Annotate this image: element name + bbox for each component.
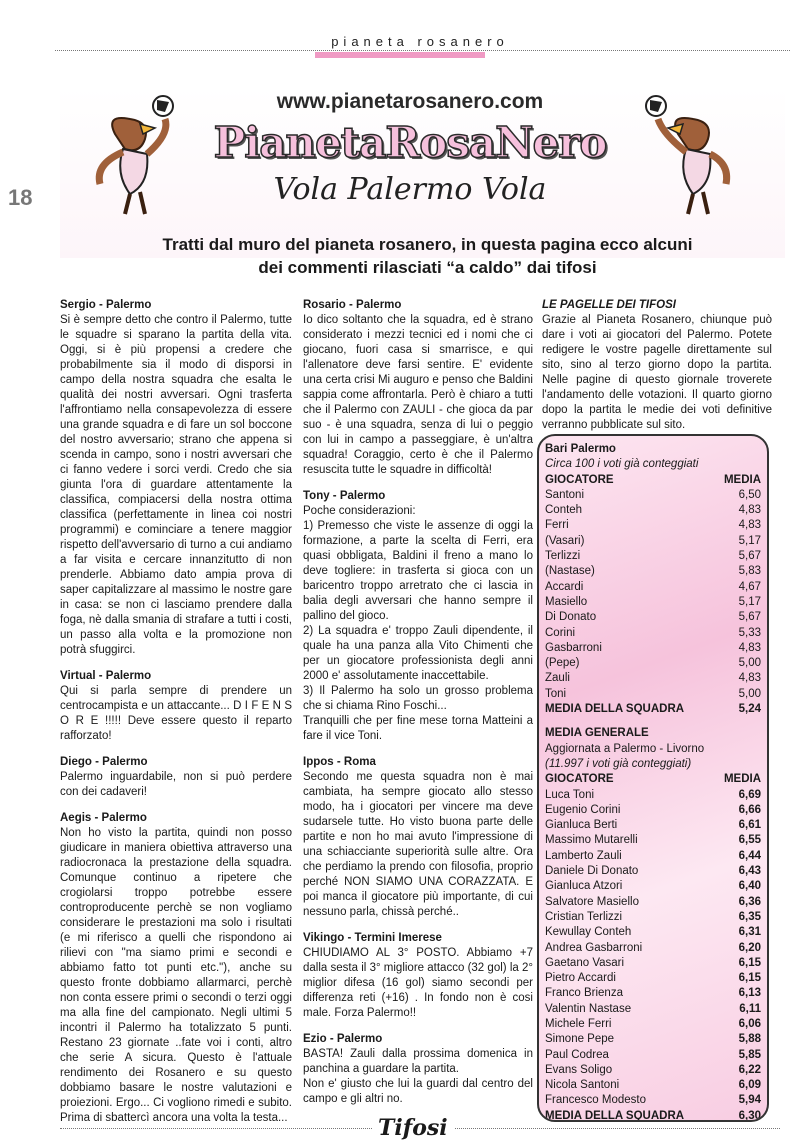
player-name: Luca Toni: [545, 788, 595, 801]
table-row: [545, 925, 761, 940]
comment-author: Tony - Palermo: [303, 490, 386, 502]
player-rating: 5,88: [738, 1033, 761, 1046]
player-name: Terlizzi: [545, 550, 581, 563]
comment-text: Io dico soltanto che la squadra, ed è strano considerato i mezzi tecnici ed i nomi che ci giocano, fuori casa si smarrisce, e qui l'allenatore deve farsi sentire. E' evidente una certa crisi Mi auguro e penso che Baldini sappia come affrontarla. Però è chiaro a tutti che il Palermo con ZAULI - che gioca da par suo - è una squadra, senza di lui o peggio con lui in campo a passeggiare, è un'altra squadra! Coraggio, certo è che il Palermo resuscita tutte le squadre in difficoltà!: [303, 314, 533, 476]
table-row: [545, 564, 761, 579]
section-title: pianeta rosanero: [331, 34, 509, 49]
match-subtitle: Circa 100 i voti già conteggiati: [545, 458, 699, 471]
player-name: Salvatore Masiello: [545, 895, 639, 908]
player-name: (Vasari): [545, 534, 585, 547]
player-name: Lamberto Zauli: [545, 849, 622, 862]
comment-text: Qui si parla sempre di prendere un centrocampista e un attaccante... D I F E N S O R E !!!!! Deve essere questo il reparto rafforzato!: [60, 685, 292, 742]
table-row: [545, 626, 761, 641]
player-name: Pietro Accardi: [545, 972, 616, 985]
comment-author: Aegis - Palermo: [60, 812, 147, 824]
player-rating: 6,44: [738, 849, 761, 862]
player-rating: 6,66: [738, 803, 761, 816]
player-rating: 5,17: [738, 595, 761, 608]
player-name: Daniele Di Donato: [545, 865, 639, 878]
player-rating: 5,00: [738, 687, 761, 700]
player-rating: 6,43: [738, 865, 761, 878]
player-name: (Nastase): [545, 565, 595, 578]
player-rating: 5,00: [738, 657, 761, 670]
total-value: 6,30: [738, 1109, 761, 1122]
player-name: Valentin Nastase: [545, 1002, 632, 1015]
comments-column-1: [60, 298, 292, 1137]
table-row: [545, 971, 761, 986]
player-rating: 6,22: [738, 1063, 761, 1076]
player-rating: 6,09: [738, 1079, 761, 1092]
player-name: Simone Pepe: [545, 1033, 615, 1046]
player-name: Evans Soligo: [545, 1063, 613, 1076]
player-name: Santoni: [545, 488, 585, 501]
slogan: Vola Palermo Vola: [273, 172, 547, 207]
player-rating: 5,17: [738, 534, 761, 547]
comment-author: Rosario - Palermo: [303, 299, 402, 311]
pagelle-text: Grazie al Pianeta Rosanero, chiunque può dare i voti ai giocatori del Palermo. Potete redigere le vostre pagelle direttamente sul sito, sino al terzo giorno dopo la partita. Nelle pagine di questo giornale troverete l'andamento delle votazioni. Il quarto giorno dopo la partita le medie dei voti definitive verranno pubblicate sul sito.: [542, 314, 772, 431]
player-rating: 6,15: [738, 972, 761, 985]
player-name: Kewullay Conteh: [545, 926, 632, 939]
comment-text: Si è sempre detto che contro il Palermo, tutte le squadre si sparano la partita della vita. Oggi, si è più propensi a credere che probabilmente sia il modo di disporsi in campo della nostra squadra che esalta le qualità dei nostri avversari. Ogni trasferta l'affrontiamo nella consapevolezza di essere una grande squadra e di fare un sol boccone del nostro avversario; strano che appena si scenda in campo, sono i nostri avversari che ci fanno vedere i sorci verdi. Credo che sia giunta l'ora di guardare attentamente la classifica, compiacersi della nostra ottima classifica (perfettamente in linea coi nostri programmi) e cominciare a tenere maggior rispetto dell'avversario di turno a cui andiamo a far visita e cercare innanzitutto di non prenderle. Abbiamo dato ampia prova di saper capitalizzare al massimo le nostre gare in casa: se non ci lasciamo prendere dalla foga, nè dalla smania di strafare a tutti i costi, un passo alla volta e la promozione non potrà sfuggirci.: [60, 314, 292, 656]
website-url: www.pianetarosanero.com: [276, 90, 544, 113]
table-row: [545, 879, 761, 894]
table-row: [545, 833, 761, 848]
player-rating: 6,50: [738, 488, 761, 501]
total-value: 5,24: [738, 703, 761, 716]
player-name: Franco Brienza: [545, 987, 623, 1000]
eagle-mascot-icon: [85, 94, 185, 219]
table-row: [545, 1093, 761, 1108]
player-rating: 5,83: [738, 565, 761, 578]
table-row: [545, 671, 761, 686]
table-row: [545, 1048, 761, 1063]
player-rating: 4,83: [738, 641, 761, 654]
player-name: Eugenio Corini: [545, 803, 621, 816]
player-name: Gianluca Berti: [545, 819, 618, 832]
player-name: Accardi: [545, 580, 584, 593]
col-player: GIOCATORE: [545, 473, 614, 486]
table-row: [545, 641, 761, 656]
general-title: MEDIA GENERALE: [545, 727, 649, 740]
comment: [60, 755, 292, 800]
comment: [303, 755, 533, 920]
player-rating: 4,67: [738, 580, 761, 593]
eagle-mascot-icon: [638, 94, 738, 219]
comment: [303, 931, 533, 1021]
player-name: Gianluca Atzori: [545, 880, 623, 893]
player-name: Gaetano Vasari: [545, 956, 625, 969]
table-row: [545, 1032, 761, 1047]
col-avg: MEDIA: [723, 473, 761, 486]
player-name: Nicola Santoni: [545, 1079, 620, 1092]
total-label: MEDIA DELLA SQUADRA: [545, 703, 685, 716]
comment-text: CHIUDIAMO AL 3° POSTO. Abbiamo +7 dalla sesta il 3° migliore attacco (32 gol) la 2° miglior difesa (16 gol) siamo secondi per differenza reti (+16) . In fondo non è cosi male. Forza Palermo!!: [303, 947, 533, 1019]
comment-author: Ezio - Palermo: [303, 1033, 383, 1045]
comment-text: Non ho visto la partita, quindi non posso giudicare in maniera obiettiva attraverso una radiocronaca la prestazione della squadra. Comunque continuo a ripetere che crogiolarsi troppo potrebbe essere controproducente perchè se non vogliamo considerare le prestazioni ma solo i risultati (e mi riferisco a quelli che rispondono ai rilievi con "ma siamo primi e secondi e abbiamo fatto tot punti etc."), anche su questo fronte dobbiamo allarmarci, perchè non conta essere primi o secondi o terzi oggi ma alla fine del campionato. Negli ultimi 5 incontri il Palermo ha totalizzato 5 punti. Restano 23 giornate ..fate voi i conti, altro che serie A sicura. Questo è l'attuale rendimento dei Rosanero e su questo dobbiamo basare le nostre valutazioni e proiezioni. Ergo... Ci vogliono rimedi e subito. Prima di sbattercì ancora una volta la testa...: [60, 827, 292, 1124]
table-row: [545, 1063, 761, 1078]
table-header: [545, 772, 761, 787]
player-name: Corini: [545, 626, 576, 639]
table-row: [545, 956, 761, 971]
player-rating: 6,69: [738, 788, 761, 801]
comment: [60, 298, 292, 658]
table-row: [545, 488, 761, 503]
table-row: [545, 503, 761, 518]
ratings-card: [537, 434, 769, 1122]
player-name: Masiello: [545, 595, 588, 608]
table-row: [545, 580, 761, 595]
player-rating: 5,67: [738, 550, 761, 563]
player-rating: 5,85: [738, 1048, 761, 1061]
table-row: [545, 788, 761, 803]
player-name: Zauli: [545, 672, 570, 685]
player-rating: 4,83: [738, 672, 761, 685]
player-name: (Pepe): [545, 657, 580, 670]
table-row: [545, 610, 761, 625]
player-name: Massimo Mutarelli: [545, 834, 638, 847]
team-average-row: [545, 702, 761, 717]
header-divider: [55, 50, 790, 51]
comment: [303, 1032, 533, 1107]
player-rating: 4,83: [738, 504, 761, 517]
table-row: [545, 687, 761, 702]
comment-text: Palermo inguardabile, non si può perdere con dei cadaveri!: [60, 771, 292, 798]
table-row: [545, 818, 761, 833]
comments-column-2: [303, 298, 533, 1118]
general-note: (11.997 i voti già conteggiati): [545, 757, 692, 770]
player-name: Di Donato: [545, 611, 597, 624]
player-rating: 6,55: [738, 834, 761, 847]
table-row: [545, 1078, 761, 1093]
table-header: [545, 473, 761, 488]
player-name: Toni: [545, 687, 567, 700]
player-name: Francesco Modesto: [545, 1094, 646, 1107]
intro-line: dei commenti rilasciati “a caldo” dai tifosi: [258, 258, 597, 277]
table-row: [545, 910, 761, 925]
match-title: Bari Palermo: [545, 443, 616, 455]
table-row: [545, 803, 761, 818]
player-rating: 6,35: [738, 910, 761, 923]
player-name: Andrea Gasbarroni: [545, 941, 643, 954]
player-rating: 5,33: [738, 626, 761, 639]
player-rating: 6,13: [738, 987, 761, 1000]
player-rating: 6,11: [739, 1002, 761, 1015]
comment-author: Virtual - Palermo: [60, 670, 152, 682]
comment: [303, 298, 533, 478]
player-rating: 6,40: [738, 880, 761, 893]
player-rating: 5,67: [738, 611, 761, 624]
player-rating: 6,61: [738, 819, 761, 832]
table-row: [545, 518, 761, 533]
table-row: [545, 534, 761, 549]
comment-text: Poche considerazioni: 1) Premesso che viste le assenze di oggi la formazione, a parte la scelta di Ferri, era quasi obbligata, Baldini il freno a mano lo deve togliere: in trasferta si gioca con un baricentro troppo arretrato che ci lascia in balia degli avversari che hanno sempre il pallino del gioco. 2) La squadra e' troppo Zauli dipendente, il quale ha una panza alla Vito Chimenti che per un giocatore professionista degli anni 2000 e' assolutamente inaccettabile. 3) Il Palermo ha solo un grosso problema che si chiama Rino Foschi... Tranquilli che per fine mese torna Matteini a fare il vice Toni.: [303, 505, 533, 742]
comment-author: Sergio - Palermo: [60, 299, 152, 311]
comment: [303, 489, 533, 744]
intro-line: Tratti dal muro del pianeta rosanero, in questa pagina ecco alcuni: [162, 235, 693, 254]
accent-bar: [315, 52, 485, 58]
table-row: [545, 595, 761, 610]
player-name: Paul Codrea: [545, 1048, 609, 1061]
player-name: Ferri: [545, 519, 569, 532]
pagelle-title: LE PAGELLE DEI TIFOSI: [542, 299, 676, 311]
player-rating: 6,31: [738, 926, 761, 939]
table-row: [545, 656, 761, 671]
total-label: MEDIA DELLA SQUADRA: [545, 1109, 685, 1122]
table-row: [545, 941, 761, 956]
table-row: [545, 1002, 761, 1017]
player-name: Cristian Terlizzi: [545, 910, 623, 923]
general-ratings: [545, 788, 761, 1109]
player-rating: 4,83: [738, 519, 761, 532]
comment-author: Diego - Palermo: [60, 756, 148, 768]
comment-author: Vikingo - Termini Imerese: [303, 932, 442, 944]
team-average-row: [545, 1109, 761, 1122]
match-ratings: [545, 488, 761, 702]
logo: PianetaRosaNero: [213, 118, 607, 167]
col-avg: MEDIA: [723, 773, 761, 786]
page-number: 18: [8, 185, 33, 210]
table-row: [545, 895, 761, 910]
player-rating: 6,15: [738, 956, 761, 969]
intro-heading: [70, 233, 785, 279]
general-subtitle: Aggiornata a Palermo - Livorno: [545, 742, 705, 755]
comment-author: Ippos - Roma: [303, 756, 376, 768]
table-row: [545, 549, 761, 564]
footer-brand: Tifosi: [372, 1115, 454, 1141]
comment: [60, 669, 292, 744]
player-rating: 5,94: [738, 1094, 761, 1107]
col-player: GIOCATORE: [545, 773, 614, 786]
table-row: [545, 986, 761, 1001]
table-row: [545, 849, 761, 864]
table-row: [545, 1017, 761, 1032]
player-rating: 6,36: [738, 895, 761, 908]
comment: [60, 811, 292, 1126]
comment-text: Secondo me questa squadra non è mai cambiata, ha sempre giocato allo stesso modo, ha i giocatori per vincere ma deve sudarsele tutte. Ho visto buona parte delle partite e non ho mai avuto l'impressione di una schiacciante superiorità sulle altre. Ora che perdiamo la prendo con filosofia, proprio perché NON SIAMO UNA CORAZZATA. E poi manca il giocatore più importante, di cui nessuno parla, chissà perché..: [303, 771, 533, 918]
pagelle-intro: [542, 298, 772, 433]
player-name: Gasbarroni: [545, 641, 602, 654]
spacer: [545, 717, 761, 726]
comment-text: BASTA! Zauli dalla prossima domenica in panchina a guardare la partita. Non e' giusto che lui la guardi dal centro del campo e gli altri no.: [303, 1048, 533, 1105]
table-row: [545, 864, 761, 879]
player-rating: 6,06: [738, 1017, 761, 1030]
player-rating: 6,20: [738, 941, 761, 954]
player-name: Michele Ferri: [545, 1017, 612, 1030]
player-name: Conteh: [545, 504, 583, 517]
